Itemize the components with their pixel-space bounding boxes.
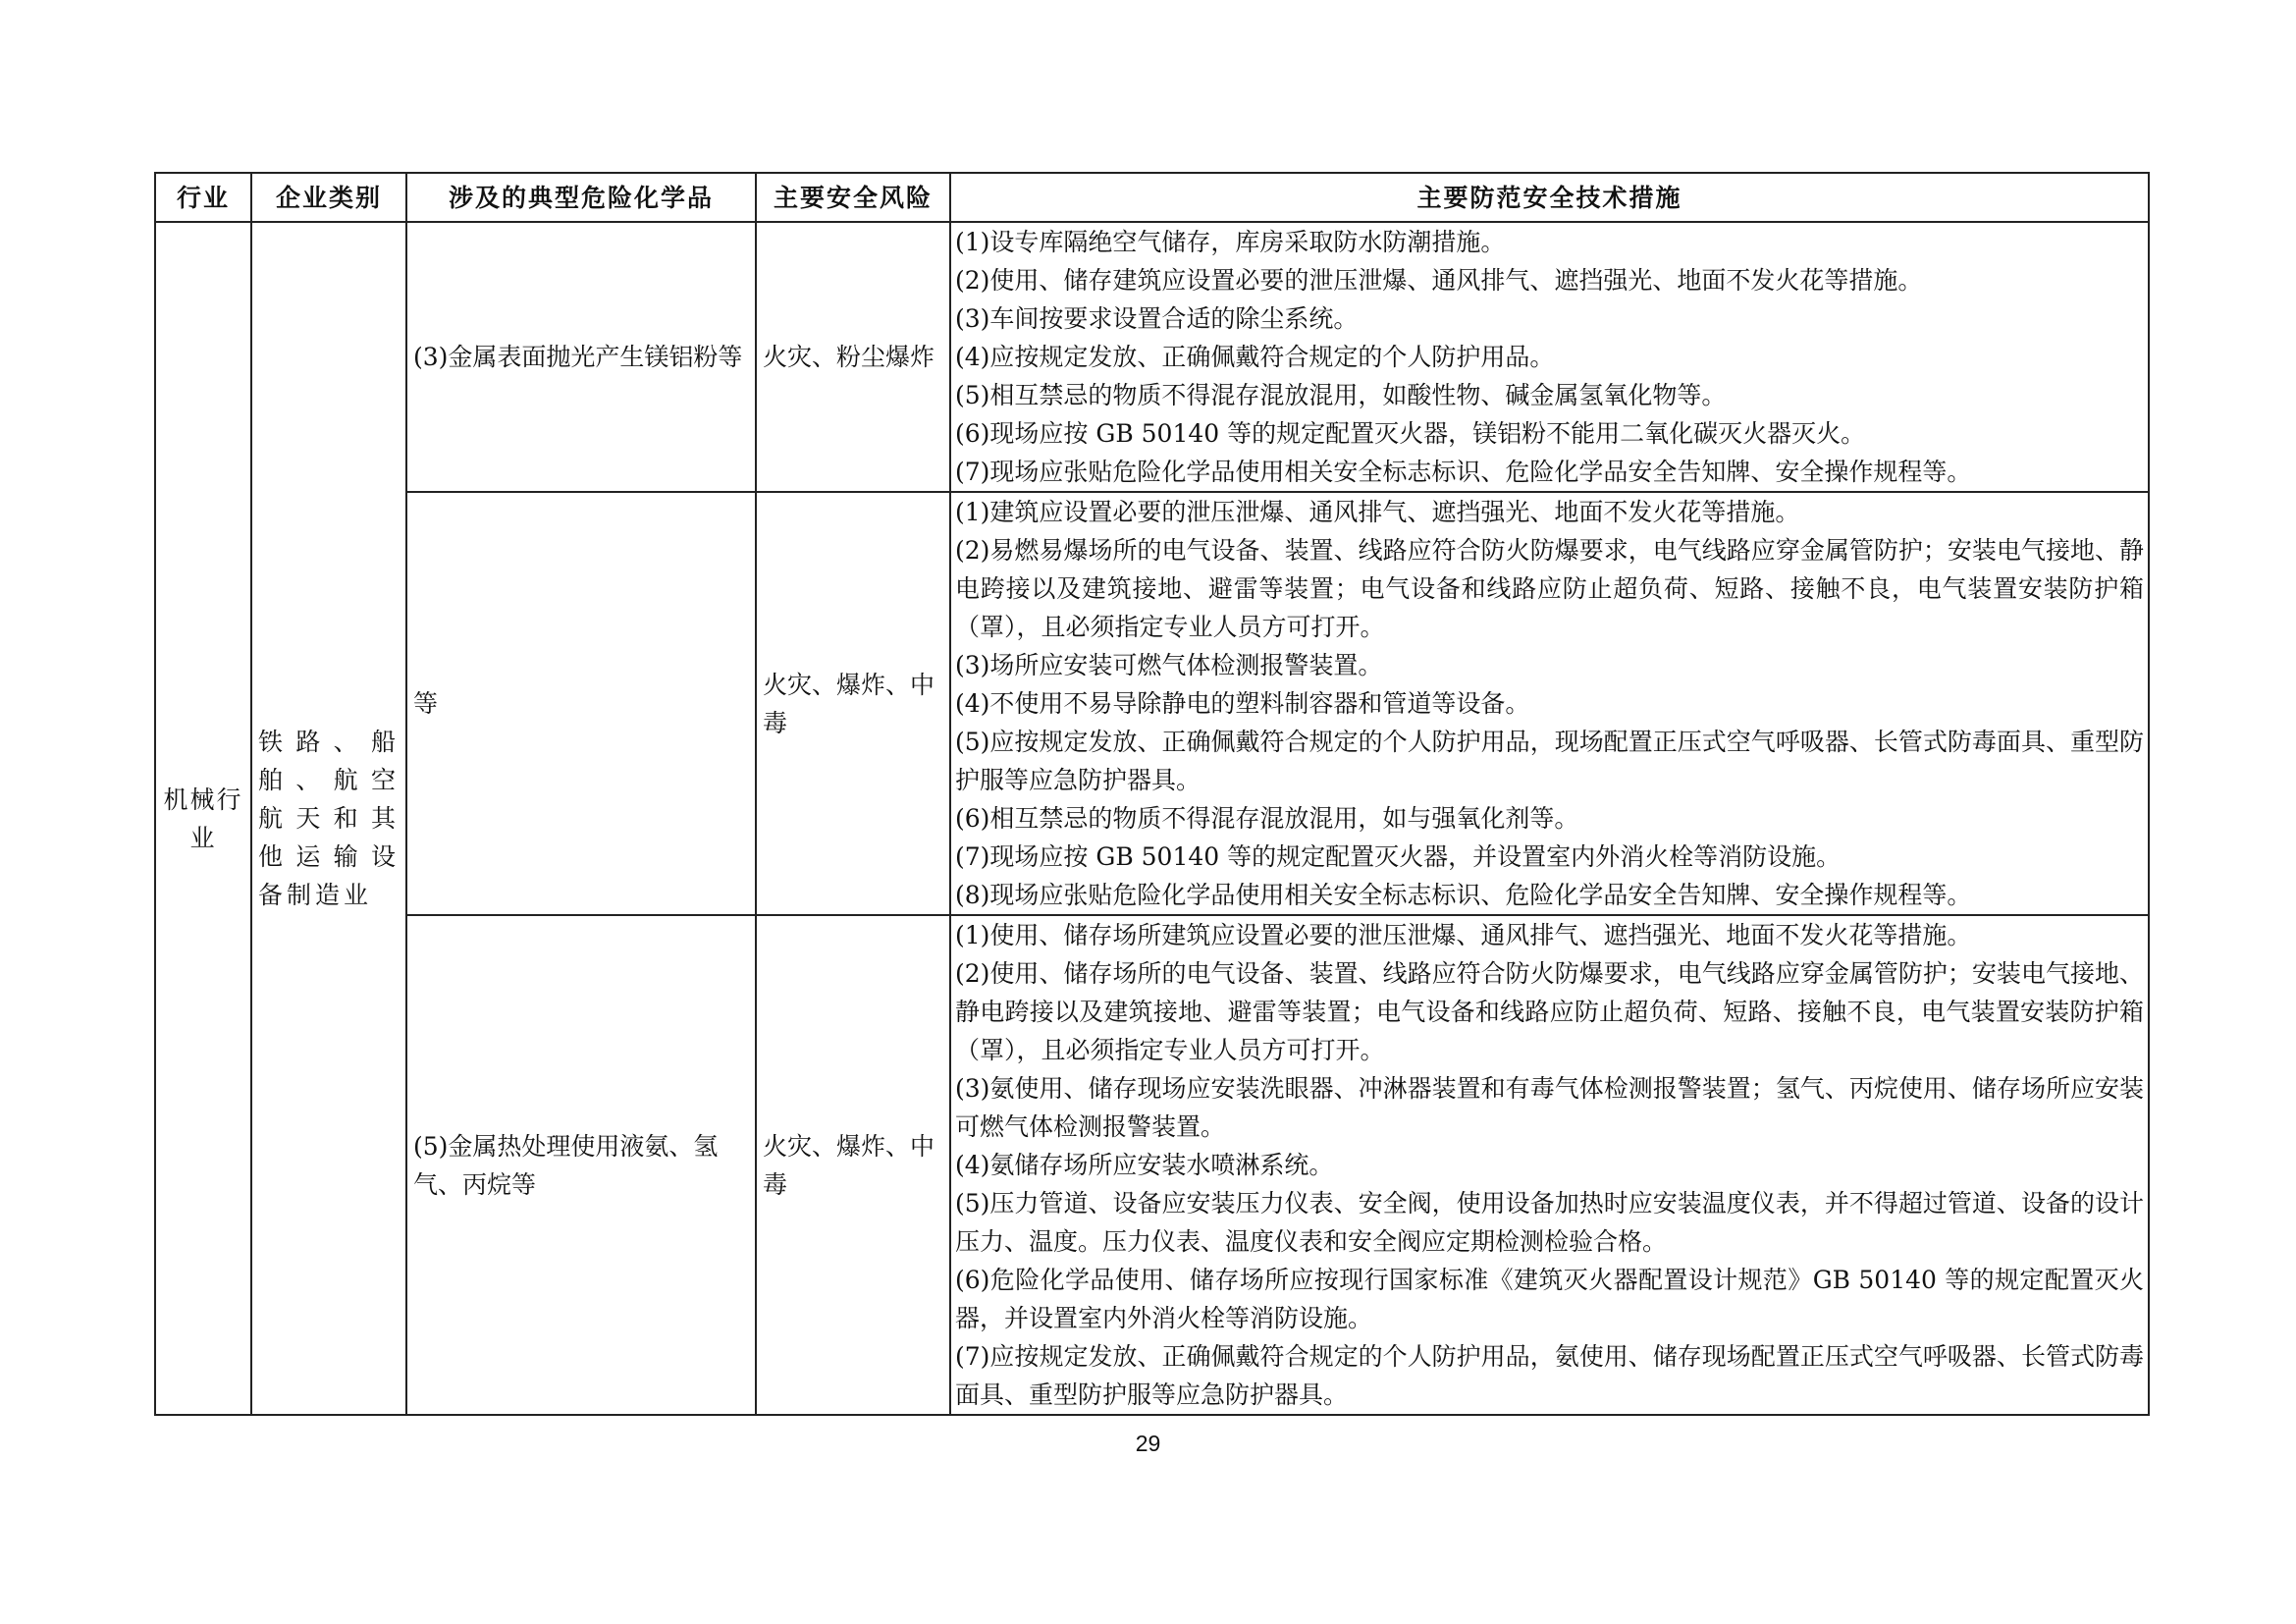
risks-cell: 火灾、爆炸、中毒 (756, 492, 950, 915)
measure-item: (4)氨储存场所应安装水喷淋系统。 (955, 1151, 1334, 1179)
measure-item: (6)相互禁忌的物质不得混存混放混用，如与强氧化剂等。 (955, 804, 1579, 833)
table-header-row (155, 173, 2149, 222)
table-row (155, 492, 2149, 915)
measure-item: (1)建筑应设置必要的泄压泄爆、通风排气、遮挡强光、地面不发火花等措施。 (955, 498, 1800, 526)
measure-item: (2)易燃易爆场所的电气设备、装置、线路应符合防火防爆要求，电气线路应穿金属管防护；安装电气接地、静电跨接以及建筑接地、避雷等装置；电气设备和线路应防止超负荷、短路、接触不良，电气装置安装防护箱（罩），且必须指定专业人员方可打开。 (955, 536, 2144, 641)
table-row (155, 222, 2149, 492)
table-row (155, 915, 2149, 1415)
chemicals-cell: 等 (406, 492, 756, 915)
measure-item: (4)应按规定发放、正确佩戴符合规定的个人防护用品。 (955, 343, 1555, 371)
category-cell: 铁路、船舶、航空航天和其他运输设备制造业 (251, 222, 406, 1415)
measure-item: (6)危险化学品使用、储存场所应按现行国家标准《建筑灭火器配置设计规范》GB 50140 等的规定配置灭火器，并设置室内外消火栓等消防设施。 (955, 1266, 2144, 1332)
industry-cell: 机械行业 (155, 222, 251, 1415)
measures-cell (950, 915, 2149, 1415)
measure-item: (5)应按规定发放、正确佩戴符合规定的个人防护用品，现场配置正压式空气呼吸器、长管式防毒面具、重型防护服等应急防护器具。 (955, 728, 2144, 794)
measure-item: (2)使用、储存建筑应设置必要的泄压泄爆、通风排气、遮挡强光、地面不发火花等措施。 (955, 266, 1923, 295)
measure-item: (3)场所应安装可燃气体检测报警装置。 (955, 651, 1383, 679)
hazard-measures-table (154, 172, 2150, 1416)
measure-item: (7)应按规定发放、正确佩戴符合规定的个人防护用品，氨使用、储存现场配置正压式空气呼吸器、长管式防毒面具、重型防护服等应急防护器具。 (955, 1342, 2144, 1409)
measure-item: (6)现场应按 GB 50140 等的规定配置灭火器，镁铝粉不能用二氧化碳灭火器灭火。 (955, 419, 1866, 448)
measure-item: (1)使用、储存场所建筑应设置必要的泄压泄爆、通风排气、遮挡强光、地面不发火花等措施。 (955, 921, 1972, 949)
header-category: 企业类别 (251, 173, 406, 222)
chemicals-cell: (3)金属表面抛光产生镁铝粉等 (406, 222, 756, 492)
measure-item: (5)压力管道、设备应安装压力仪表、安全阀，使用设备加热时应安装温度仪表，并不得超过管道、设备的设计压力、温度。压力仪表、温度仪表和安全阀应定期检测检验合格。 (955, 1189, 2144, 1256)
risks-cell: 火灾、爆炸、中毒 (756, 915, 950, 1415)
measure-item: (3)氨使用、储存现场应安装洗眼器、冲淋器装置和有毒气体检测报警装置；氢气、丙烷使用、储存场所应安装可燃气体检测报警装置。 (955, 1074, 2144, 1141)
measure-item: (7)现场应按 GB 50140 等的规定配置灭火器，并设置室内外消火栓等消防设施。 (955, 842, 1842, 871)
measures-cell (950, 492, 2149, 915)
risks-cell: 火灾、粉尘爆炸 (756, 222, 950, 492)
measure-item: (8)现场应张贴危险化学品使用相关安全标志标识、危险化学品安全告知牌、安全操作规程等。 (955, 881, 1972, 909)
chemicals-cell: (5)金属热处理使用液氨、氢气、丙烷等 (406, 915, 756, 1415)
measure-item: (5)相互禁忌的物质不得混存混放混用，如酸性物、碱金属氢氧化物等。 (955, 381, 1727, 409)
measure-item: (2)使用、储存场所的电气设备、装置、线路应符合防火防爆要求，电气线路应穿金属管防护；安装电气接地、静电跨接以及建筑接地、避雷等装置；电气设备和线路应防止超负荷、短路、接触不良，电气装置安装防护箱（罩），且必须指定专业人员方可打开。 (955, 959, 2144, 1064)
header-industry: 行业 (155, 173, 251, 222)
header-chemicals: 涉及的典型危险化学品 (406, 173, 756, 222)
page-number: 29 (1135, 1431, 1161, 1456)
measure-item: (3)车间按要求设置合适的除尘系统。 (955, 304, 1359, 333)
measure-item: (1)设专库隔绝空气储存，库房采取防水防潮措施。 (955, 228, 1506, 256)
measure-item: (7)现场应张贴危险化学品使用相关安全标志标识、危险化学品安全告知牌、安全操作规程等。 (955, 458, 1972, 486)
measures-cell (950, 222, 2149, 492)
header-measures: 主要防范安全技术措施 (950, 173, 2149, 222)
measure-item: (4)不使用不易导除静电的塑料制容器和管道等设备。 (955, 689, 1530, 718)
header-risks: 主要安全风险 (756, 173, 950, 222)
